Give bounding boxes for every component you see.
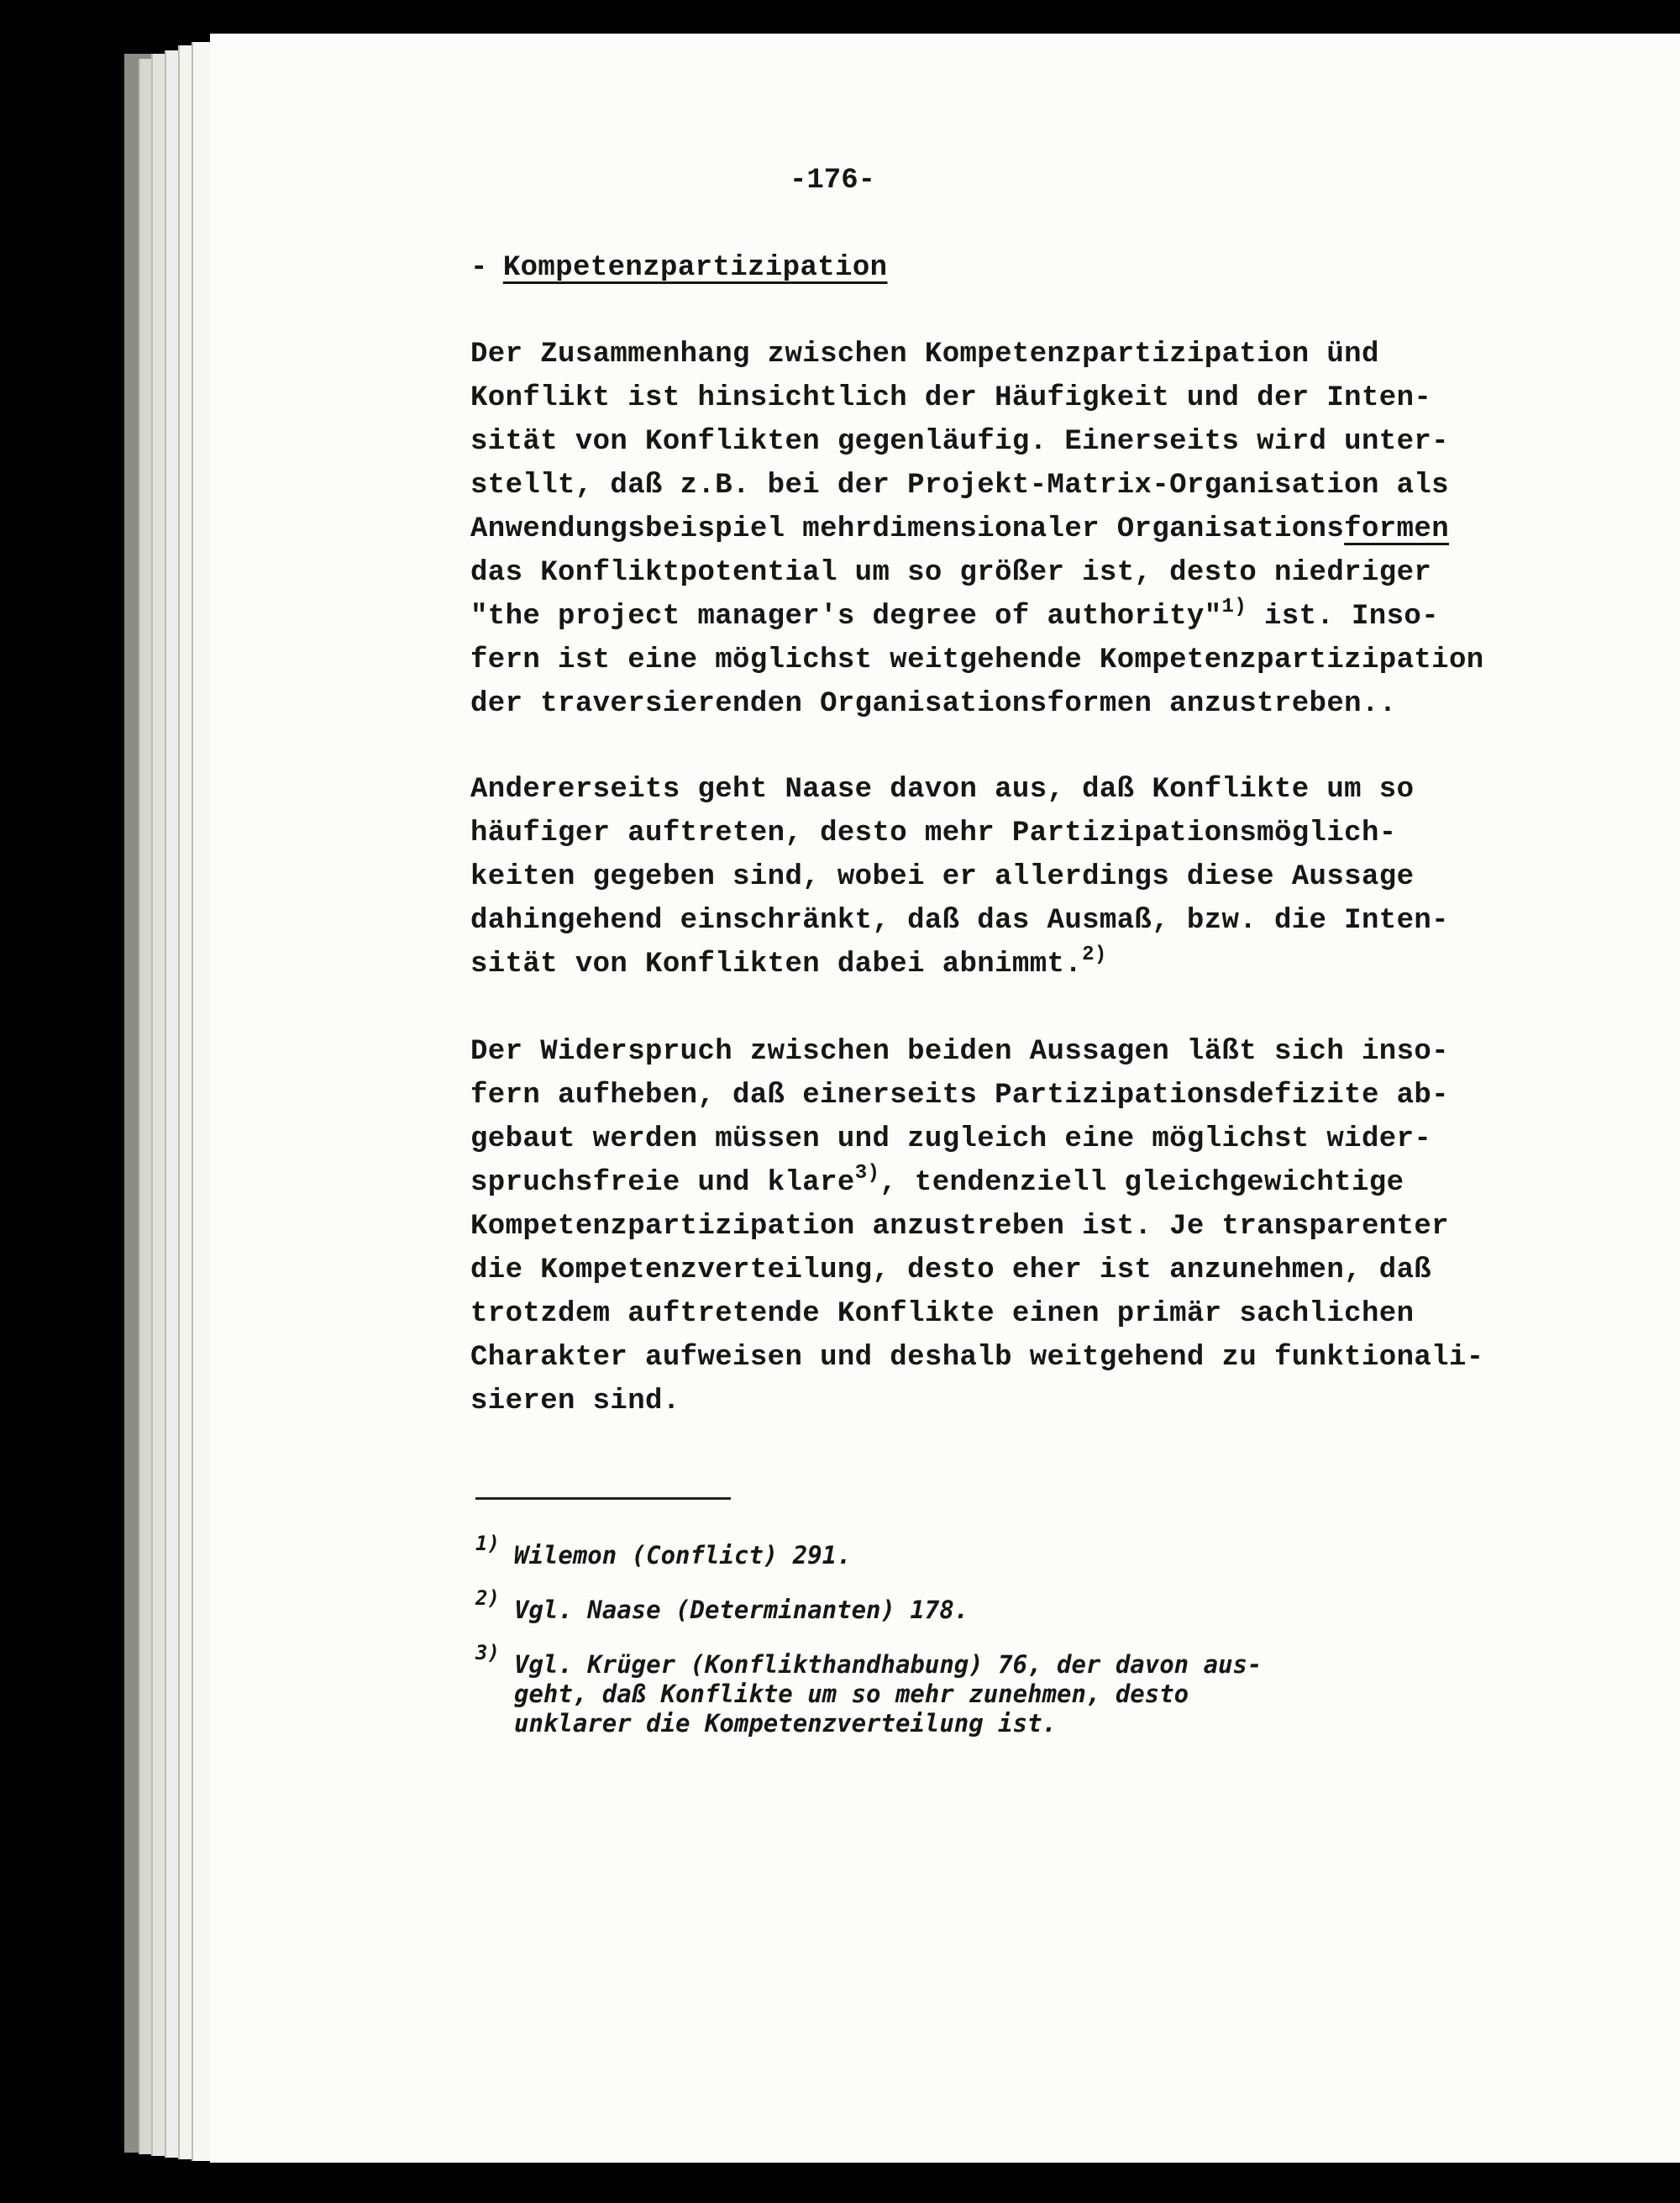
text-line: trotzdem auftretende Konflikte einen primär sachlichen: [470, 1298, 1415, 1330]
footnote-mark: 3): [475, 1641, 500, 1664]
text-line: häufiger auftreten, desto mehr Partizipationsmöglich-: [470, 818, 1397, 849]
footnotes: [475, 1529, 1483, 1738]
footnote-text: Wilemon (Conflict) 291.: [514, 1541, 852, 1569]
text-line: Andererseits geht Naase davon aus, daß Konflikte um so: [470, 774, 1415, 806]
footnote-text: Vgl. Naase (Determinanten) 178.: [514, 1596, 969, 1624]
text-line: keiten gegeben sind, wobei er allerdings diese Aussage: [470, 861, 1415, 893]
paragraph-3: [470, 1030, 1546, 1423]
text-line: Konflikt ist hinsichtlich der Häufigkeit und der Inten-: [470, 382, 1432, 414]
text-line: [470, 1161, 1546, 1205]
text-line: Charakter aufweisen und deshalb weitgehend zu funktionali-: [470, 1342, 1484, 1374]
text-line: dahingehend einschränkt, daß das Ausmaß, bzw. die Inten-: [470, 905, 1449, 937]
footnote-mark: 1): [475, 1532, 500, 1555]
text-line: das Konfliktpotential um so größer ist, desto niedriger: [470, 557, 1432, 589]
text-line: gebaut werden müssen und zugleich eine möglichst wider-: [470, 1123, 1432, 1155]
heading-title: Kompetenzpartizipation: [502, 252, 888, 284]
text-fragment: spruchsfreie und klare: [470, 1167, 855, 1199]
text-line: Kompetenzpartizipation anzustreben ist. Je transparenter: [470, 1211, 1449, 1243]
text-line: [470, 507, 1546, 551]
text-line: [470, 943, 1546, 986]
footnote-1: [475, 1532, 1483, 1570]
text-line: Der Widerspruch zwischen beiden Aussagen läßt sich inso-: [470, 1036, 1449, 1068]
text-line: sität von Konflikten gegenläufig. Einerseits wird unter-: [470, 426, 1449, 458]
footnote-line: Vgl. Krüger (Konflikthandhabung) 76, der davon aus-: [514, 1650, 1263, 1679]
section-heading: [470, 252, 1546, 284]
underlined-word: formen: [1344, 513, 1449, 545]
footnote-3: [475, 1641, 1483, 1738]
footnote-mark: 2): [475, 1586, 500, 1610]
text-fragment: , tendenziell gleichgewichtige: [879, 1167, 1404, 1199]
text-fragment: ist. Inso-: [1247, 601, 1439, 633]
footnote-line: unklarer die Kompetenzverteilung ist.: [514, 1709, 1058, 1738]
text-line: sieren sind.: [470, 1385, 680, 1417]
footnote-2: [475, 1586, 1483, 1625]
text-line: [470, 595, 1546, 639]
text-line: fern aufheben, daß einerseits Partizipationsdefizite ab-: [470, 1080, 1449, 1112]
footnote-separator: [475, 1497, 731, 1500]
text-fragment: sität von Konflikten dabei abnimmt.: [470, 949, 1083, 981]
text-line: stellt, daß z.B. bei der Projekt-Matrix-Organisation als: [470, 470, 1449, 502]
text-line: fern ist eine möglichst weitgehende Kompetenzpartizipation: [470, 644, 1484, 676]
text-line: Der Zusammenhang zwischen Kompetenzpartizipation ünd: [470, 339, 1379, 371]
footnote-ref-3: 3): [854, 1162, 880, 1185]
paragraph-2: [470, 768, 1546, 986]
page-number: -176-: [790, 165, 876, 197]
text-line: der traversierenden Organisationsformen anzustreben..: [470, 688, 1397, 720]
footnote-line: geht, daß Konflikte um so mehr zunehmen, desto: [514, 1680, 1189, 1708]
footnote-ref-1: 1): [1221, 596, 1247, 618]
footnote-ref-2: 2): [1082, 944, 1107, 966]
paragraph-1: [470, 333, 1546, 726]
quote-fragment: "the project manager's degree of authority": [470, 601, 1222, 633]
text-fragment: Anwendungsbeispiel mehrdimensionaler Organisations: [470, 513, 1345, 545]
heading-dash: -: [470, 252, 488, 284]
text-line: die Kompetenzverteilung, desto eher ist anzunehmen, daß: [470, 1254, 1432, 1286]
